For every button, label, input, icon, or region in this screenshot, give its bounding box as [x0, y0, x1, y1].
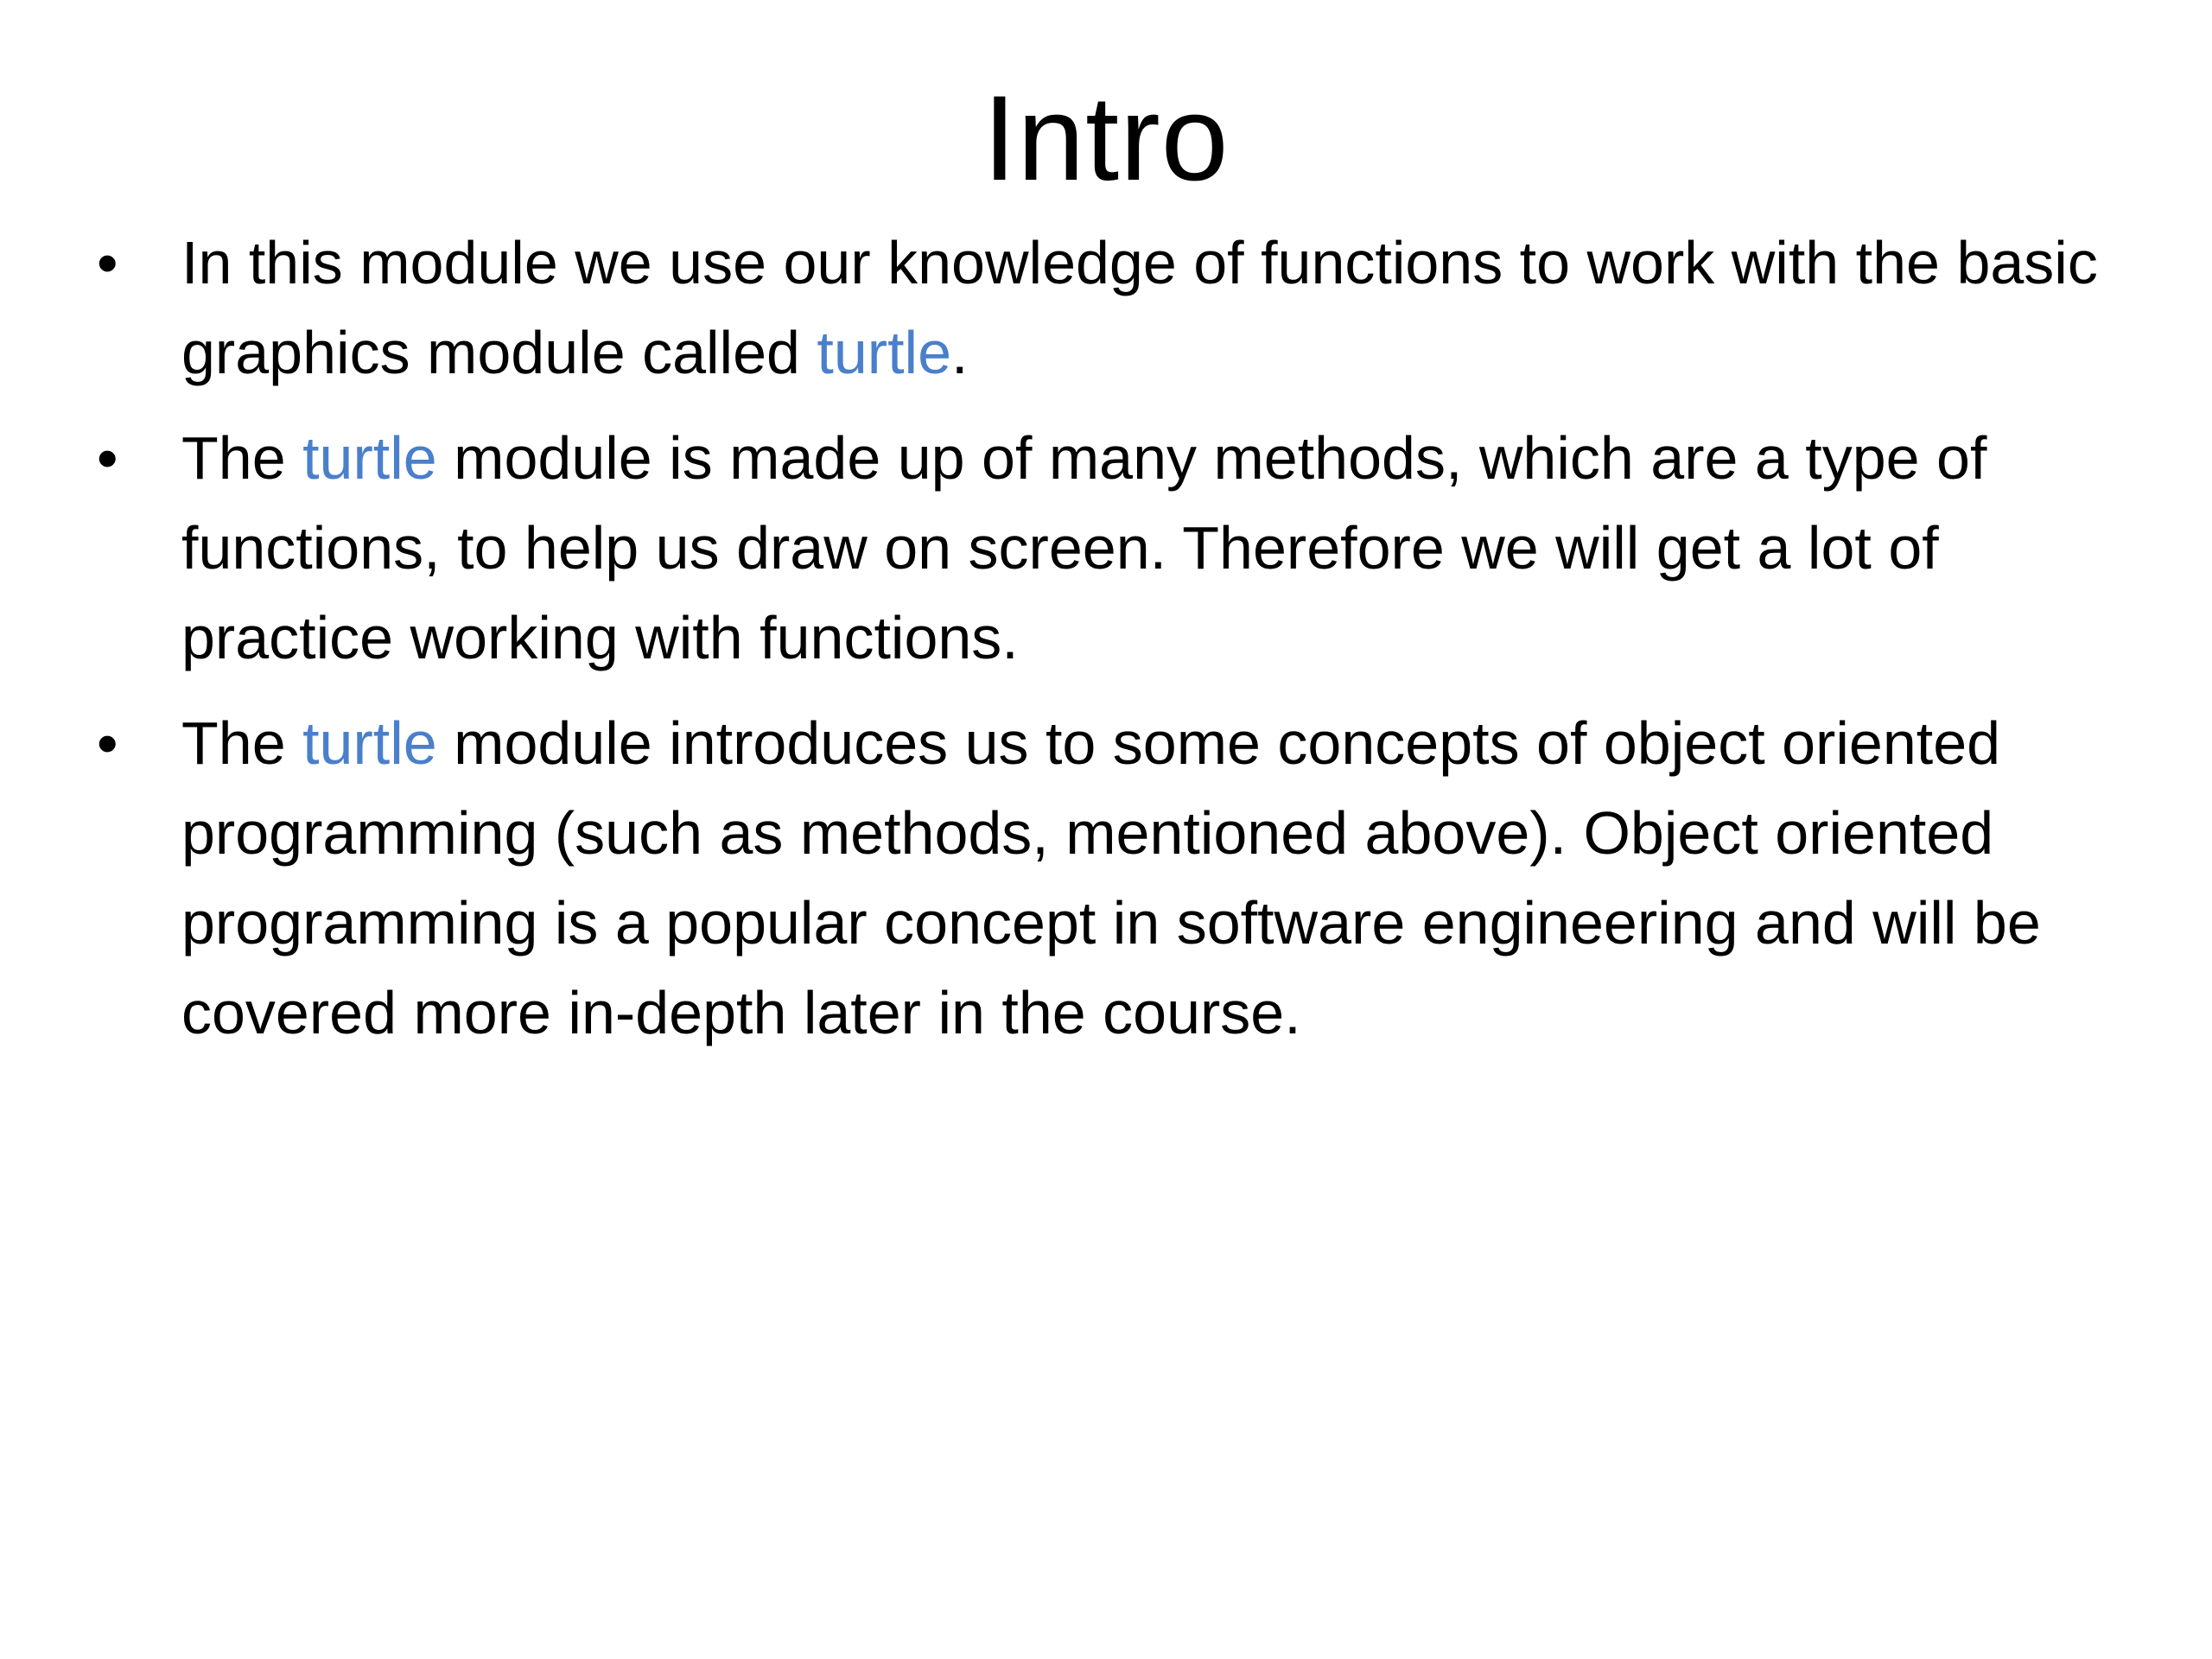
- bullet-3-keyword-turtle: turtle: [302, 709, 437, 777]
- bullet-icon: •: [97, 424, 118, 492]
- slide-title: Intro: [982, 70, 1230, 206]
- bullet-item-1: [95, 218, 2134, 397]
- bullet-3-text-b: module introduces us to some concepts of object oriented programming (such as methods, mentioned above). Object oriented programming is a popular concept in software engineering and will be covered more in-depth later in the course.: [181, 709, 2041, 1046]
- bullet-list: [95, 218, 2134, 1073]
- bullet-item-3: [95, 698, 2134, 1058]
- bullet-1-text-b: .: [951, 319, 969, 386]
- bullet-1-keyword-turtle: turtle: [817, 319, 952, 386]
- bullet-2-keyword-turtle: turtle: [302, 424, 437, 492]
- bullet-item-2: [95, 413, 2134, 683]
- bullet-icon: •: [97, 709, 118, 777]
- bullet-2-text-a: The: [181, 424, 303, 492]
- bullet-icon: •: [97, 229, 118, 296]
- bullet-3-text-a: The: [181, 709, 303, 777]
- bullet-2-text-b: module is made up of many methods, which are a type of functions, to help us draw on screen. Therefore we will get a lot of practice working with functions.: [181, 424, 1987, 671]
- bullet-1-text-a: In this module we use our knowledge of functions to work with the basic graphics module called: [181, 229, 2098, 386]
